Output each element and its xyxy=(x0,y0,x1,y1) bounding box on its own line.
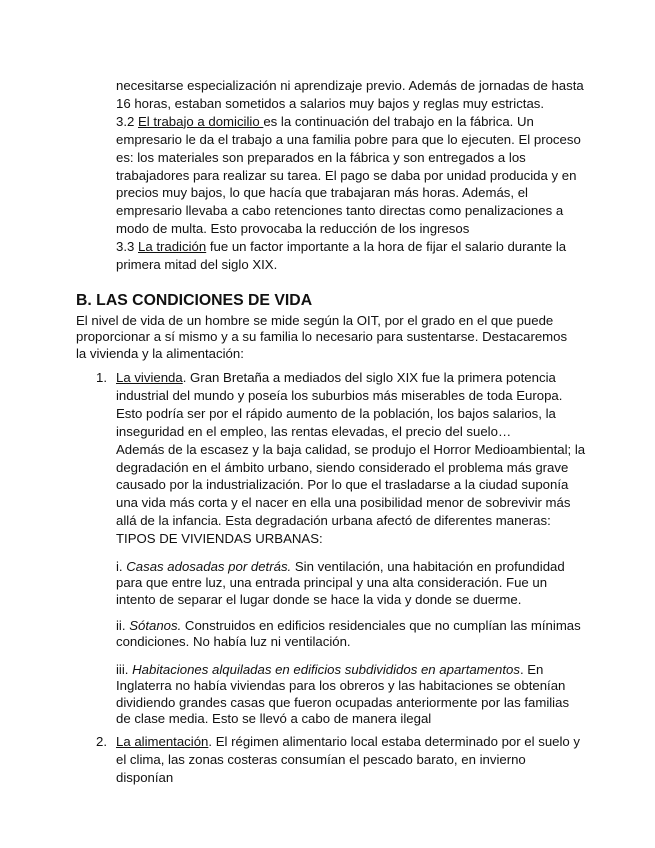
list-item-body xyxy=(116,733,586,787)
continuation-block xyxy=(116,77,586,274)
intro-text: necesitarse especialización ni aprendizaje previo. Además de jornadas de hasta 16 horas, estaban sometidos a salarios muy bajos y reglas muy estrictas. xyxy=(116,78,584,111)
section-number: 3.3 xyxy=(116,239,138,255)
paragraph-text: . Gran Bretaña a mediados del siglo XIX fue la primera potencia industrial del mundo y poseía los suburbios más miserables de toda Europa. Esto podría ser por el rápido aumento de la población, los bajos salarios, la inseguridad en el empleo, las rentas elevadas, el precio del suelo… xyxy=(116,370,563,439)
list-number: 1. xyxy=(96,370,107,385)
underlined-term: La tradición xyxy=(138,239,207,255)
paragraph xyxy=(116,369,586,441)
paragraph-text: . El régimen alimentario local estaba determinado por el suelo y el clima, las zonas costeras consumían el pescado barato, en invierno disponían xyxy=(116,734,581,785)
type-title: Casas adosadas por detrás. xyxy=(126,559,292,574)
housing-type-item xyxy=(116,662,586,728)
underlined-term: La vivienda xyxy=(116,370,183,385)
type-text: Sin ventilación, una habitación en profundidad para que entre luz, una entrada principal y una alta consideración. Fue un intento de separar el lugar donde se hace la vida y donde se duerme. xyxy=(116,559,565,607)
type-title: Habitaciones alquiladas en edificios subdivididos en apartamentos xyxy=(132,662,520,677)
paragraph-text: fue un factor importante a la hora de fijar el salario durante la primera mitad del siglo XIX. xyxy=(116,239,567,273)
housing-type-item xyxy=(116,559,586,608)
paragraph: Además de la escasez y la baja calidad, se produjo el Horror Medioambiental; la degradación en el ámbito urbano, siendo considerado el problema más grave causado por la industrialización. Por lo que el trasladarse a la ciudad suponía una vida más corta y el nacer en ella una posibilidad menor de sobrevivir más allá de la infancia. Esta degradación urbana afectó de diferentes maneras: xyxy=(116,441,586,529)
paragraph-text: es la continuación del trabajo en la fábrica. Un empresario le da el trabajo a una familia pobre para que lo ejecuten. El proceso es: los materiales son preparados en la fábrica y son entregados a los trabajadores para realizar su tarea. El pago se daba por unidad producida y en precios muy bajos, lo que hacía que trabajaran más horas. Además, el empresario llevaba a cabo retenciones tanto directas como penalizaciones a modo de multa. Esto provocaba la reducción de los ingresos xyxy=(116,113,581,237)
type-number: i. xyxy=(116,559,127,574)
section-intro: El nivel de vida de un hombre se mide según la OIT, por el grado en el que puede proporcionar a sí mismo y a su familia lo necesario para sustentarse. Destacaremos la vivienda y la alimentación: xyxy=(76,313,568,361)
section-number: 3.2 xyxy=(116,113,138,129)
underlined-term: La alimentación xyxy=(116,734,209,749)
subheading: TIPOS DE VIVIENDAS URBANAS: xyxy=(116,531,323,547)
housing-type-item xyxy=(116,618,586,651)
list-number: 2. xyxy=(96,734,107,749)
type-title: Sótanos. xyxy=(129,618,182,633)
type-text: . En Inglaterra no había viviendas para los obreros y las habitaciones se obtenían dividiendo grandes casas que fueron ocupadas anteriormente por las familias de clase media. Esto se llevó a cabo de manera ilegal xyxy=(116,662,570,727)
paragraph xyxy=(116,733,586,787)
section-heading: B. LAS CONDICIONES DE VIDA xyxy=(76,292,313,309)
type-number: ii. xyxy=(116,618,130,633)
list-item-body xyxy=(116,369,586,548)
type-number: iii. xyxy=(116,662,133,677)
paragraph xyxy=(116,77,586,274)
underlined-term: El trabajo a domicilio xyxy=(138,113,264,129)
type-text: Construidos en edificios residenciales que no cumplían las mínimas condiciones. No había luz ni ventilación. xyxy=(116,618,581,650)
